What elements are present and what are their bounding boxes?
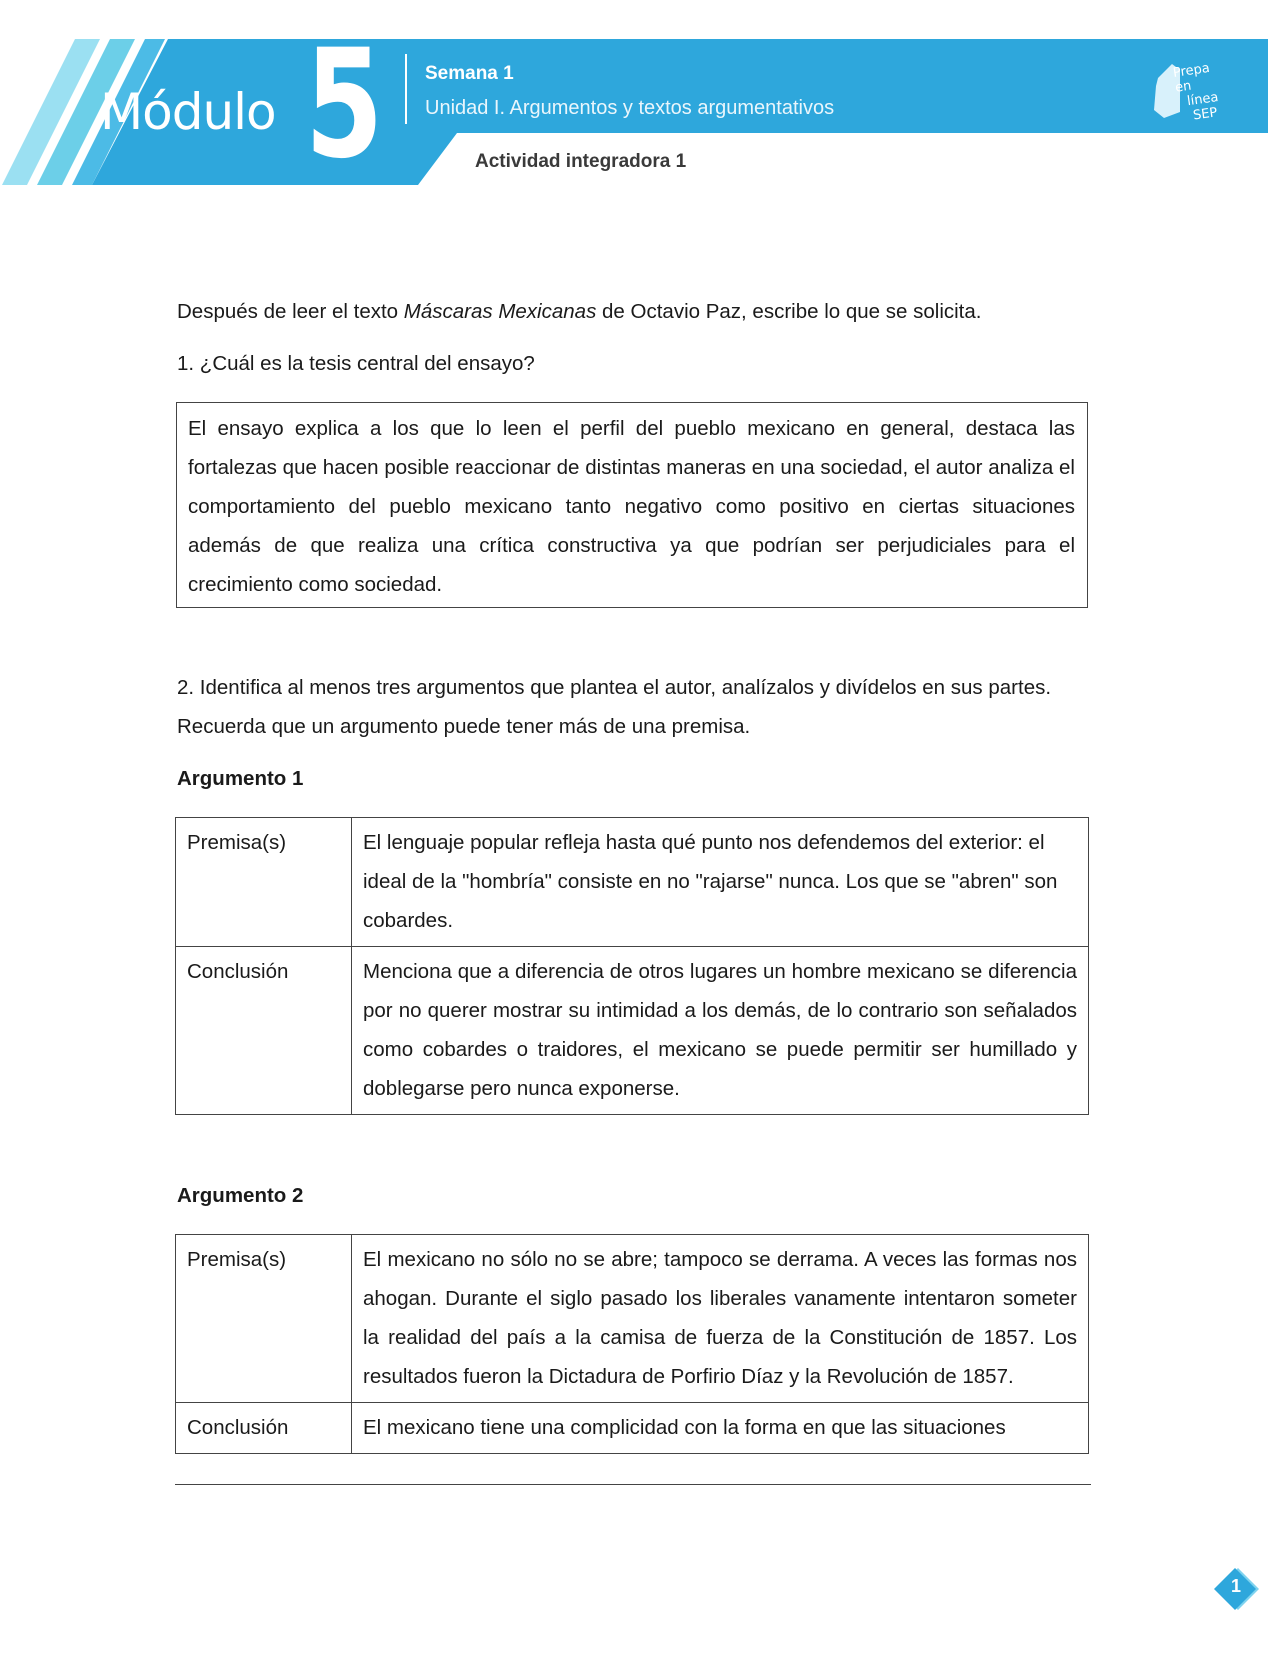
answer-1-box[interactable] xyxy=(176,402,1088,608)
instructions: Después de leer el texto Máscaras Mexicanas de Octavio Paz, escribe lo que se solicita. xyxy=(177,300,982,323)
table-row xyxy=(176,818,1089,947)
conclusion-label: Conclusión xyxy=(176,1403,352,1454)
page-number-badge xyxy=(1217,1570,1255,1608)
table-row xyxy=(176,1403,1089,1454)
header-divider xyxy=(405,54,407,124)
module-label: Módulo xyxy=(100,83,276,141)
module-number: 5 xyxy=(305,18,384,192)
activity-title: Actividad integradora 1 xyxy=(475,151,687,172)
premise-cell[interactable]: El mexicano no sólo no se abre; tampoco se derrama. A veces las formas nos ahogan. Durante el siglo pasado los liberales vanamente intentaron someter la realidad del país a la camisa de fuerza de la Constitución de 1857. Los resultados fueron la Dictadura de Porfirio Díaz y la Revolución de 1857. xyxy=(352,1235,1089,1403)
unit-title: Unidad I. Argumentos y textos argumentativos xyxy=(425,97,835,119)
argument-2-heading: Argumento 2 xyxy=(177,1184,304,1207)
week-label: Semana 1 xyxy=(425,63,514,84)
question-2: 2. Identifica al menos tres argumentos que plantea el autor, analízalos y divídelos en sus partes. Recuerda que un argumento puede tener más de una premisa. xyxy=(177,676,1052,738)
argument-1-table xyxy=(175,817,1089,1115)
premise-cell[interactable]: El lenguaje popular refleja hasta qué punto nos defendemos del exterior: el ideal de la "hombría" consiste en no "rajarse" nunca. Los que se "abren" son cobardes. xyxy=(352,818,1089,947)
header-banner xyxy=(0,0,1280,200)
table-row xyxy=(176,947,1089,1115)
conclusion-cell[interactable]: Menciona que a diferencia de otros lugares un hombre mexicano se diferencia por no querer mostrar su intimidad a los demás, de lo contrario son señalados como cobardes o traidores, el mexicano se puede permitir ser humillado y doblegarse pero nunca exponerse. xyxy=(352,947,1089,1115)
conclusion-label: Conclusión xyxy=(176,947,352,1115)
argument-2-table xyxy=(175,1234,1091,1485)
table-row xyxy=(176,1235,1089,1403)
premise-label: Premisa(s) xyxy=(176,818,352,947)
prepa-en-linea-logo: Prepa en línea SEP xyxy=(1150,58,1230,120)
conclusion-cell[interactable]: El mexicano tiene una complicidad con la forma en que las situaciones xyxy=(352,1403,1089,1454)
text-title: Máscaras Mexicanas xyxy=(403,300,597,323)
question-1: 1. ¿Cuál es la tesis central del ensayo? xyxy=(177,352,535,375)
argument-1-heading: Argumento 1 xyxy=(177,767,304,790)
answer-1-text: El ensayo explica a los que lo leen el perfil del pueblo mexicano en general, destaca las fortalezas que hacen posible reaccionar de distintas maneras en una sociedad, el autor analiza el comportamiento del pueblo mexicano tanto negativo como positivo en ciertas situaciones además de que realiza una crítica constructiva ya que podrían ser perjudiciales para el crecimiento como sociedad. xyxy=(188,417,1075,596)
premise-label: Premisa(s) xyxy=(176,1235,352,1403)
page-number: 1 xyxy=(1230,1576,1241,1596)
